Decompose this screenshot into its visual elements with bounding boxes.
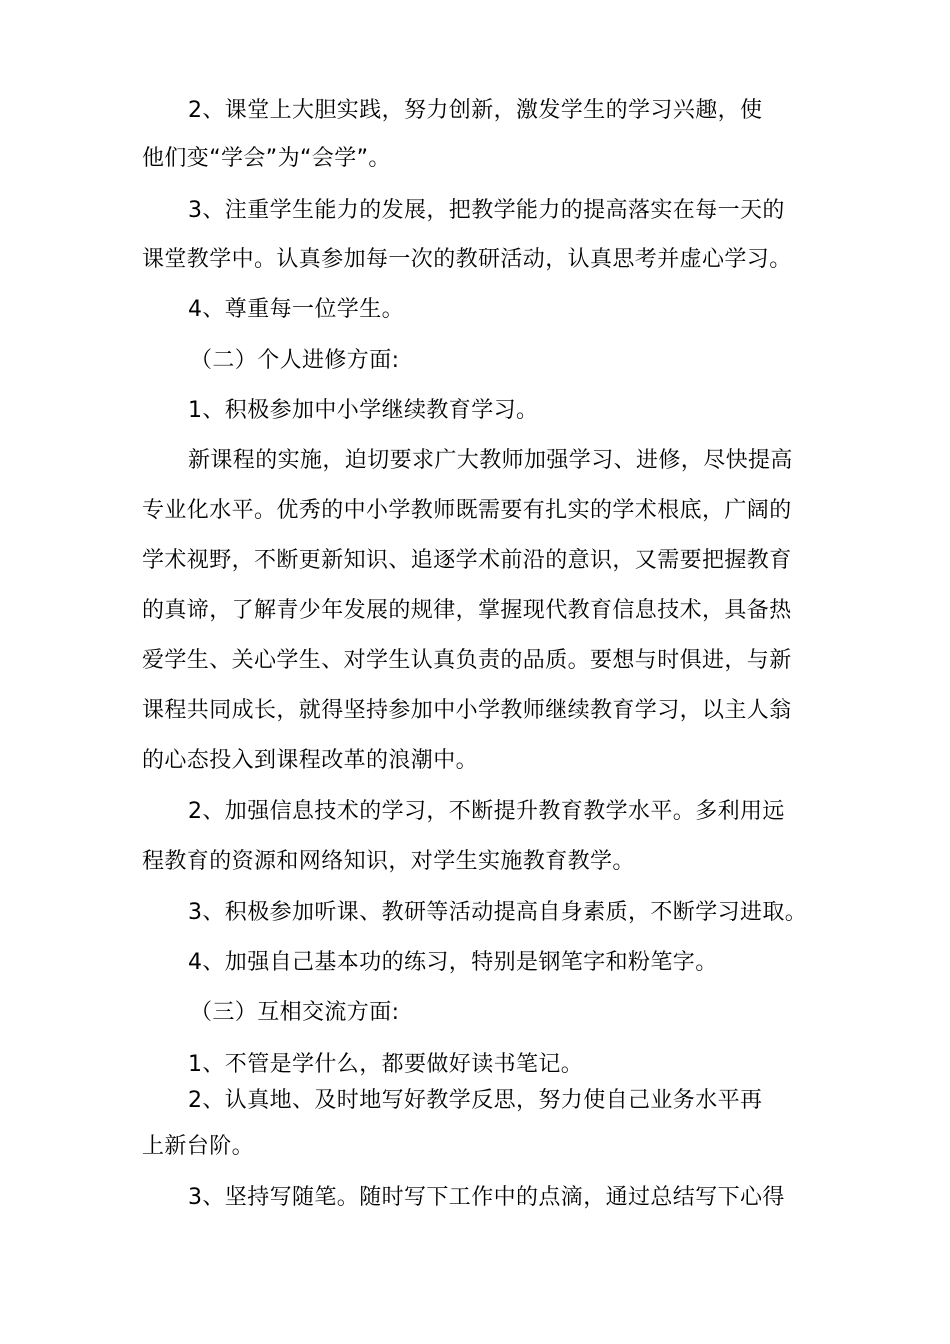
text-line: 学术视野，不断更新知识、追逐学术前沿的意识，又需要把握教育 [142,548,792,573]
section-heading: （二）个人进修方面: [190,348,400,373]
text-line: 课程共同成长，就得坚持参加中小学教师继续教育学习，以主人翁 [142,698,792,723]
text-line: 新课程的实施，迫切要求广大教师加强学习、进修，尽快提高 [188,448,793,473]
text-line: 2、加强信息技术的学习，不断提升教育教学水平。多利用远 [188,799,785,824]
text-line: 1、积极参加中小学继续教育学习。 [188,398,539,423]
text-line: 上新台阶。 [142,1134,255,1159]
text-line: 2、认真地、及时地写好教学反思，努力使自己业务水平再 [188,1088,763,1113]
text-line: 3、注重学生能力的发展，把教学能力的提高落实在每一天的 [188,198,785,223]
text-line: 1、不管是学什么，都要做好读书笔记。 [188,1052,584,1077]
text-line: 他们变“学会”为“会学”。 [142,146,391,171]
text-line: 的心态投入到课程改革的浪潮中。 [142,748,479,773]
text-line: 4、尊重每一位学生。 [188,297,404,322]
text-line: 专业化水平。优秀的中小学教师既需要有扎实的学术根底，广阔的 [142,498,792,523]
text-line: 2、课堂上大胆实践，努力创新，激发学生的学习兴趣，使 [188,98,763,123]
text-line: 3、积极参加听课、教研等活动提高自身素质，不断学习进取。 [188,900,808,925]
text-line: 课堂教学中。认真参加每一次的教研活动，认真思考并虚心学习。 [142,247,792,272]
text-line: 的真谛，了解青少年发展的规律，掌握现代教育信息技术，具备热 [142,598,792,623]
text-line: 爱学生、关心学生、对学生认真负责的品质。要想与时俱进，与新 [142,648,792,673]
section-heading: （三）互相交流方面: [190,1000,400,1025]
text-line: 4、加强自己基本功的练习，特别是钢笔字和粉笔字。 [188,950,718,975]
text-line: 3、坚持写随笔。随时写下工作中的点滴，通过总结写下心得 [188,1185,785,1210]
text-line: 程教育的资源和网络知识，对学生实施教育教学。 [142,849,635,874]
